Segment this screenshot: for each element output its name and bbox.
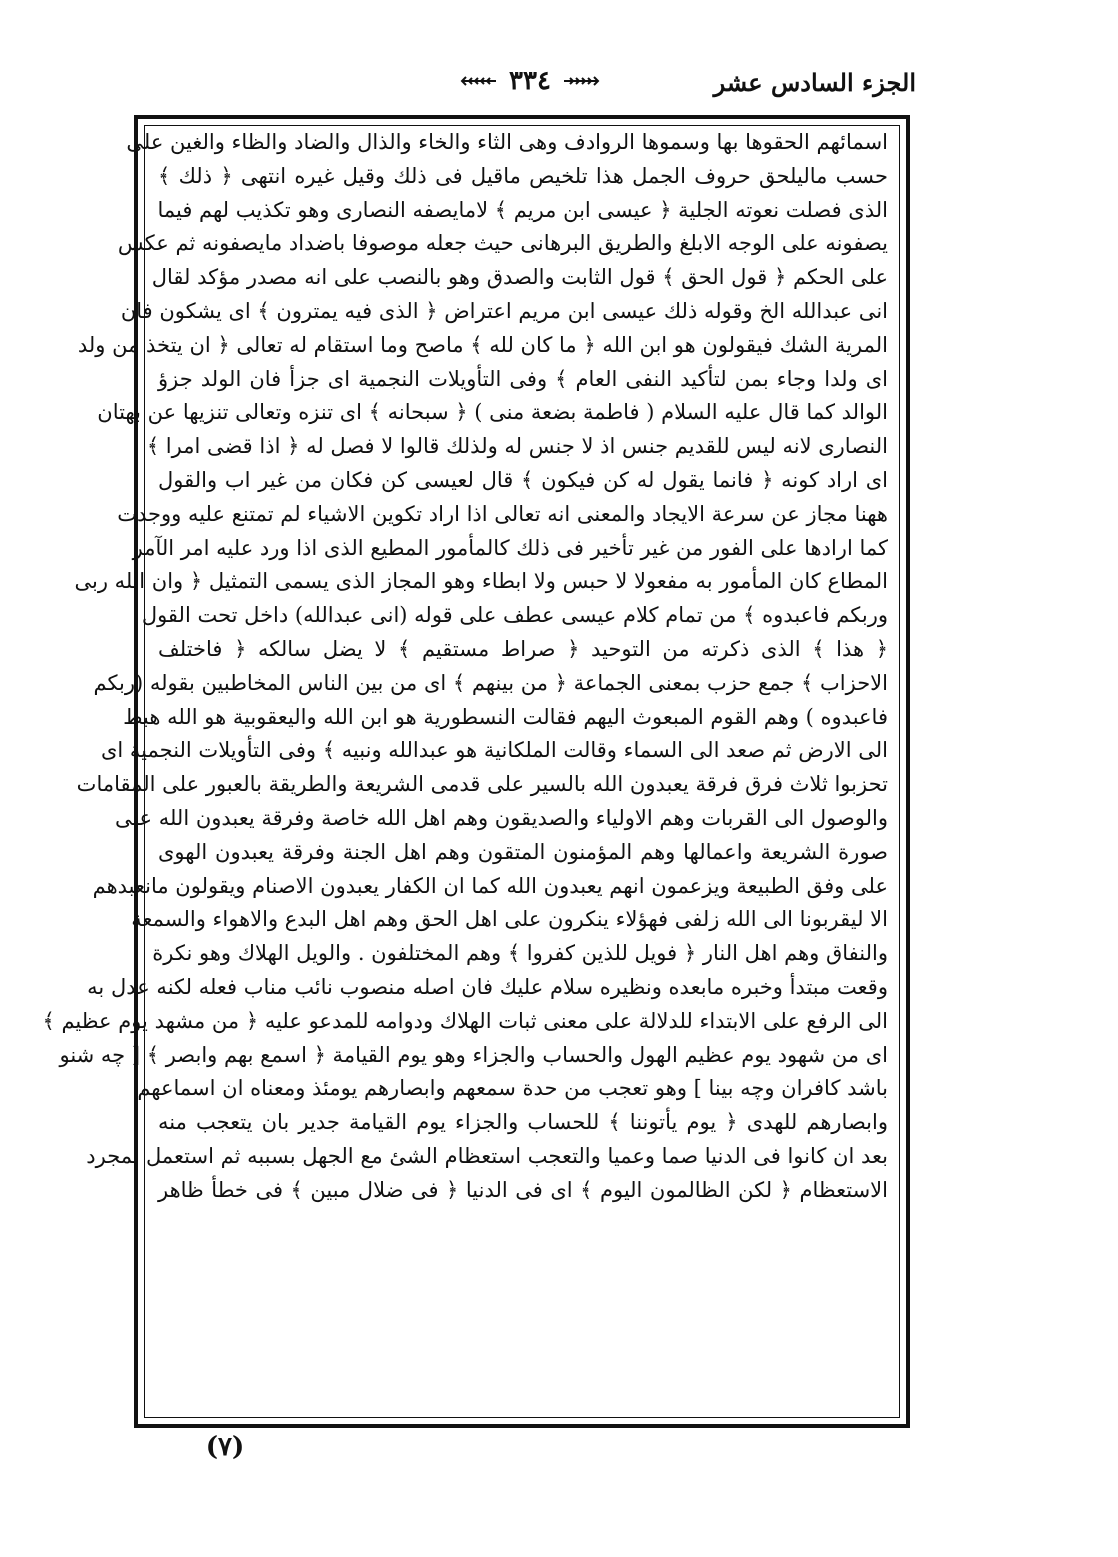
text-line: باشد كافران وچه بينا ] وهو تعجب من حدة سمعهم وابصارهم يومئذ ومعناه ان اسماعهم bbox=[137, 1076, 888, 1101]
text-line: على الحكم ﴿ قول الحق ﴾ قول الثابت والصدق وهو بالنصب على انه مصدر مؤكد لقال bbox=[151, 265, 888, 290]
text-line: وابصارهم للهدى ﴿ يوم يأتوننا ﴾ للحساب والجزاء يوم القيامة جدير بان يتعجب منه bbox=[158, 1110, 888, 1135]
text-line: اسمائهم الحقوها بها وسموها الروادف وهى الثاء والخاء والذال والضاد والظاء والغين على bbox=[126, 130, 888, 154]
text-line: الوالد كما قال عليه السلام ( فاطمة بضعة منى ) ﴿ سبحانه ﴾ اى تنزه وتعالى تنزيها عن بهتان bbox=[97, 400, 888, 425]
text-line: يصفونه على الوجه الابلغ والطريق البرهانى حيث جعله موصوفا باضداد مايصفونه ثم عكس bbox=[117, 231, 888, 256]
body-text bbox=[42, 126, 888, 1208]
part-label: الجزء السادس عشر bbox=[713, 68, 916, 97]
text-line: ههنا مجاز عن سرعة الايجاد والمعنى انه تعالى اذا اراد تكوين الاشياء لم تمتنع عليه ووجدت bbox=[117, 501, 888, 526]
text-line: والنفاق وهم اهل النار ﴿ فويل للذين كفروا ﴾ وهم المختلفون . والويل الهلاك وهو نكرة bbox=[152, 941, 888, 966]
text-line: اى من شهود يوم عظيم الهول والحساب والجزاء وهو يوم القيامة ﴿ اسمع بهم وابصر ﴾ [ چه شنو bbox=[59, 1042, 888, 1067]
text-line: الى الارض ثم صعد الى السماء وقالت الملكانية هو عبدالله ونبيه ﴾ وفى التأويلات النجمية اى bbox=[100, 738, 888, 763]
text-line: الاحزاب ﴾ جمع حزب بمعنى الجماعة ﴿ من بينهم ﴾ اى من بين الناس المخاطبين بقوله (ربكم bbox=[93, 670, 888, 695]
page-number: ٣٣٤ bbox=[509, 66, 551, 96]
text-line: انى عبدالله الخ وقوله ذلك عيسى ابن مريم اعتراض ﴿ الذى فيه يمترون ﴾ اى يشكون فان bbox=[120, 298, 888, 323]
text-line: المرية الشك فيقولون هو ابن الله ﴿ ما كان لله ﴾ ماصح وما استقام له تعالى ﴿ ان يتخذ من ولد bbox=[77, 332, 888, 357]
text-line: بعد ان كانوا فى الدنيا صما وعميا والتعجب استعظام الشئ مع الجهل بسببه ثم استعمل لمجرد bbox=[86, 1143, 888, 1168]
left-ornament-icon bbox=[460, 75, 498, 87]
text-line: النصارى لانه ليس للقديم جنس اذ لا جنس له ولذلك قالوا لا فصل له ﴿ اذا قضى امرا ﴾ bbox=[146, 434, 888, 459]
text-line: اى ولدا وجاء بمن لتأكيد النفى العام ﴾ وفى التأويلات النجمية اى جزأ فان الولد جزؤ bbox=[158, 366, 888, 391]
text-line: الى الرفع على الابتداء للدلالة على معنى ثبات الهلاك ودوامه للمدعو عليه ﴿ من مشهد يوم عظيم ﴾ bbox=[42, 1008, 888, 1033]
text-line: الا ليقربونا الى الله زلفى فهؤلاء ينكرون على اهل الحق وهم اهل البدع والاهواء والسمعة bbox=[131, 907, 888, 932]
text-line: تحزبوا ثلاث فرق فرقة يعبدون الله بالسير على قدمى الشريعة والطريقة بالعبور على المقامات bbox=[76, 772, 888, 797]
text-line: على وفق الطبيعة ويزعمون انهم يعبدون الله كما ان الكفار يعبدون الاصنام ويقولون مانعبدهم bbox=[92, 873, 888, 898]
right-ornament-icon bbox=[562, 75, 600, 87]
page-header bbox=[150, 64, 916, 104]
text-line: الذى فصلت نعوته الجلية ﴿ عيسى ابن مريم ﴾ لامايصفه النصارى وهو تكذيب لهم فيما bbox=[157, 197, 888, 222]
text-line: ﴿ هذا ﴾ الذى ذكرته من التوحيد ﴿ صراط مستقيم ﴾ لا يضل سالكه ﴿ فاختلف bbox=[158, 636, 888, 661]
page-signature: (٧) bbox=[205, 1432, 245, 1462]
text-line: وقعت مبتدأ وخبره مابعده ونظيره سلام عليك فان اصله منصوب نائب مناب فعله لكنه عدل به bbox=[87, 974, 888, 999]
text-line: فاعبدوه ) وهم القوم المبعوث اليهم فقالت النسطورية هو ابن الله واليعقوبية هو الله هبط bbox=[123, 704, 888, 729]
page-number-group bbox=[450, 66, 610, 102]
text-line: اى اراد كونه ﴿ فانما يقول له كن فيكون ﴾ قال لعيسى كن فكان من غير اب والقول bbox=[158, 467, 888, 492]
text-line: المطاع كان المأمور به مفعولا لا حبس ولا ابطاء وهو المجاز الذى يسمى التمثيل ﴿ وان الله ربى bbox=[74, 569, 888, 594]
text-line: الاستعظام ﴿ لكن الظالمون اليوم ﴾ اى فى الدنيا ﴿ فى ضلال مبين ﴾ فى خطأ ظاهر bbox=[158, 1177, 888, 1202]
text-line: والوصول الى القربات وهم الاولياء والصديقون وهم اهل الله خاصة وفرقة يعبدون الله على bbox=[115, 805, 888, 830]
text-line: كما ارادها على الفور من غير تأخير فى ذلك كالمأمور المطيع الذى اذا ورد عليه امر الآمر bbox=[132, 535, 888, 560]
text-line: صورة الشريعة واعمالها وهم المؤمنون المتقون وهم اهل الجنة وفرقة يعبدون الهوى bbox=[158, 839, 888, 864]
text-line: وربكم فاعبدوه ﴾ من تمام كلام عيسى عطف على قوله (انى عبدالله) داخل تحت القول bbox=[141, 603, 888, 628]
text-line: حسب ماليلحق حروف الجمل هذا تلخيص ماقيل فى ذلك وقيل غيره انتهى ﴿ ذلك ﴾ bbox=[158, 163, 888, 188]
